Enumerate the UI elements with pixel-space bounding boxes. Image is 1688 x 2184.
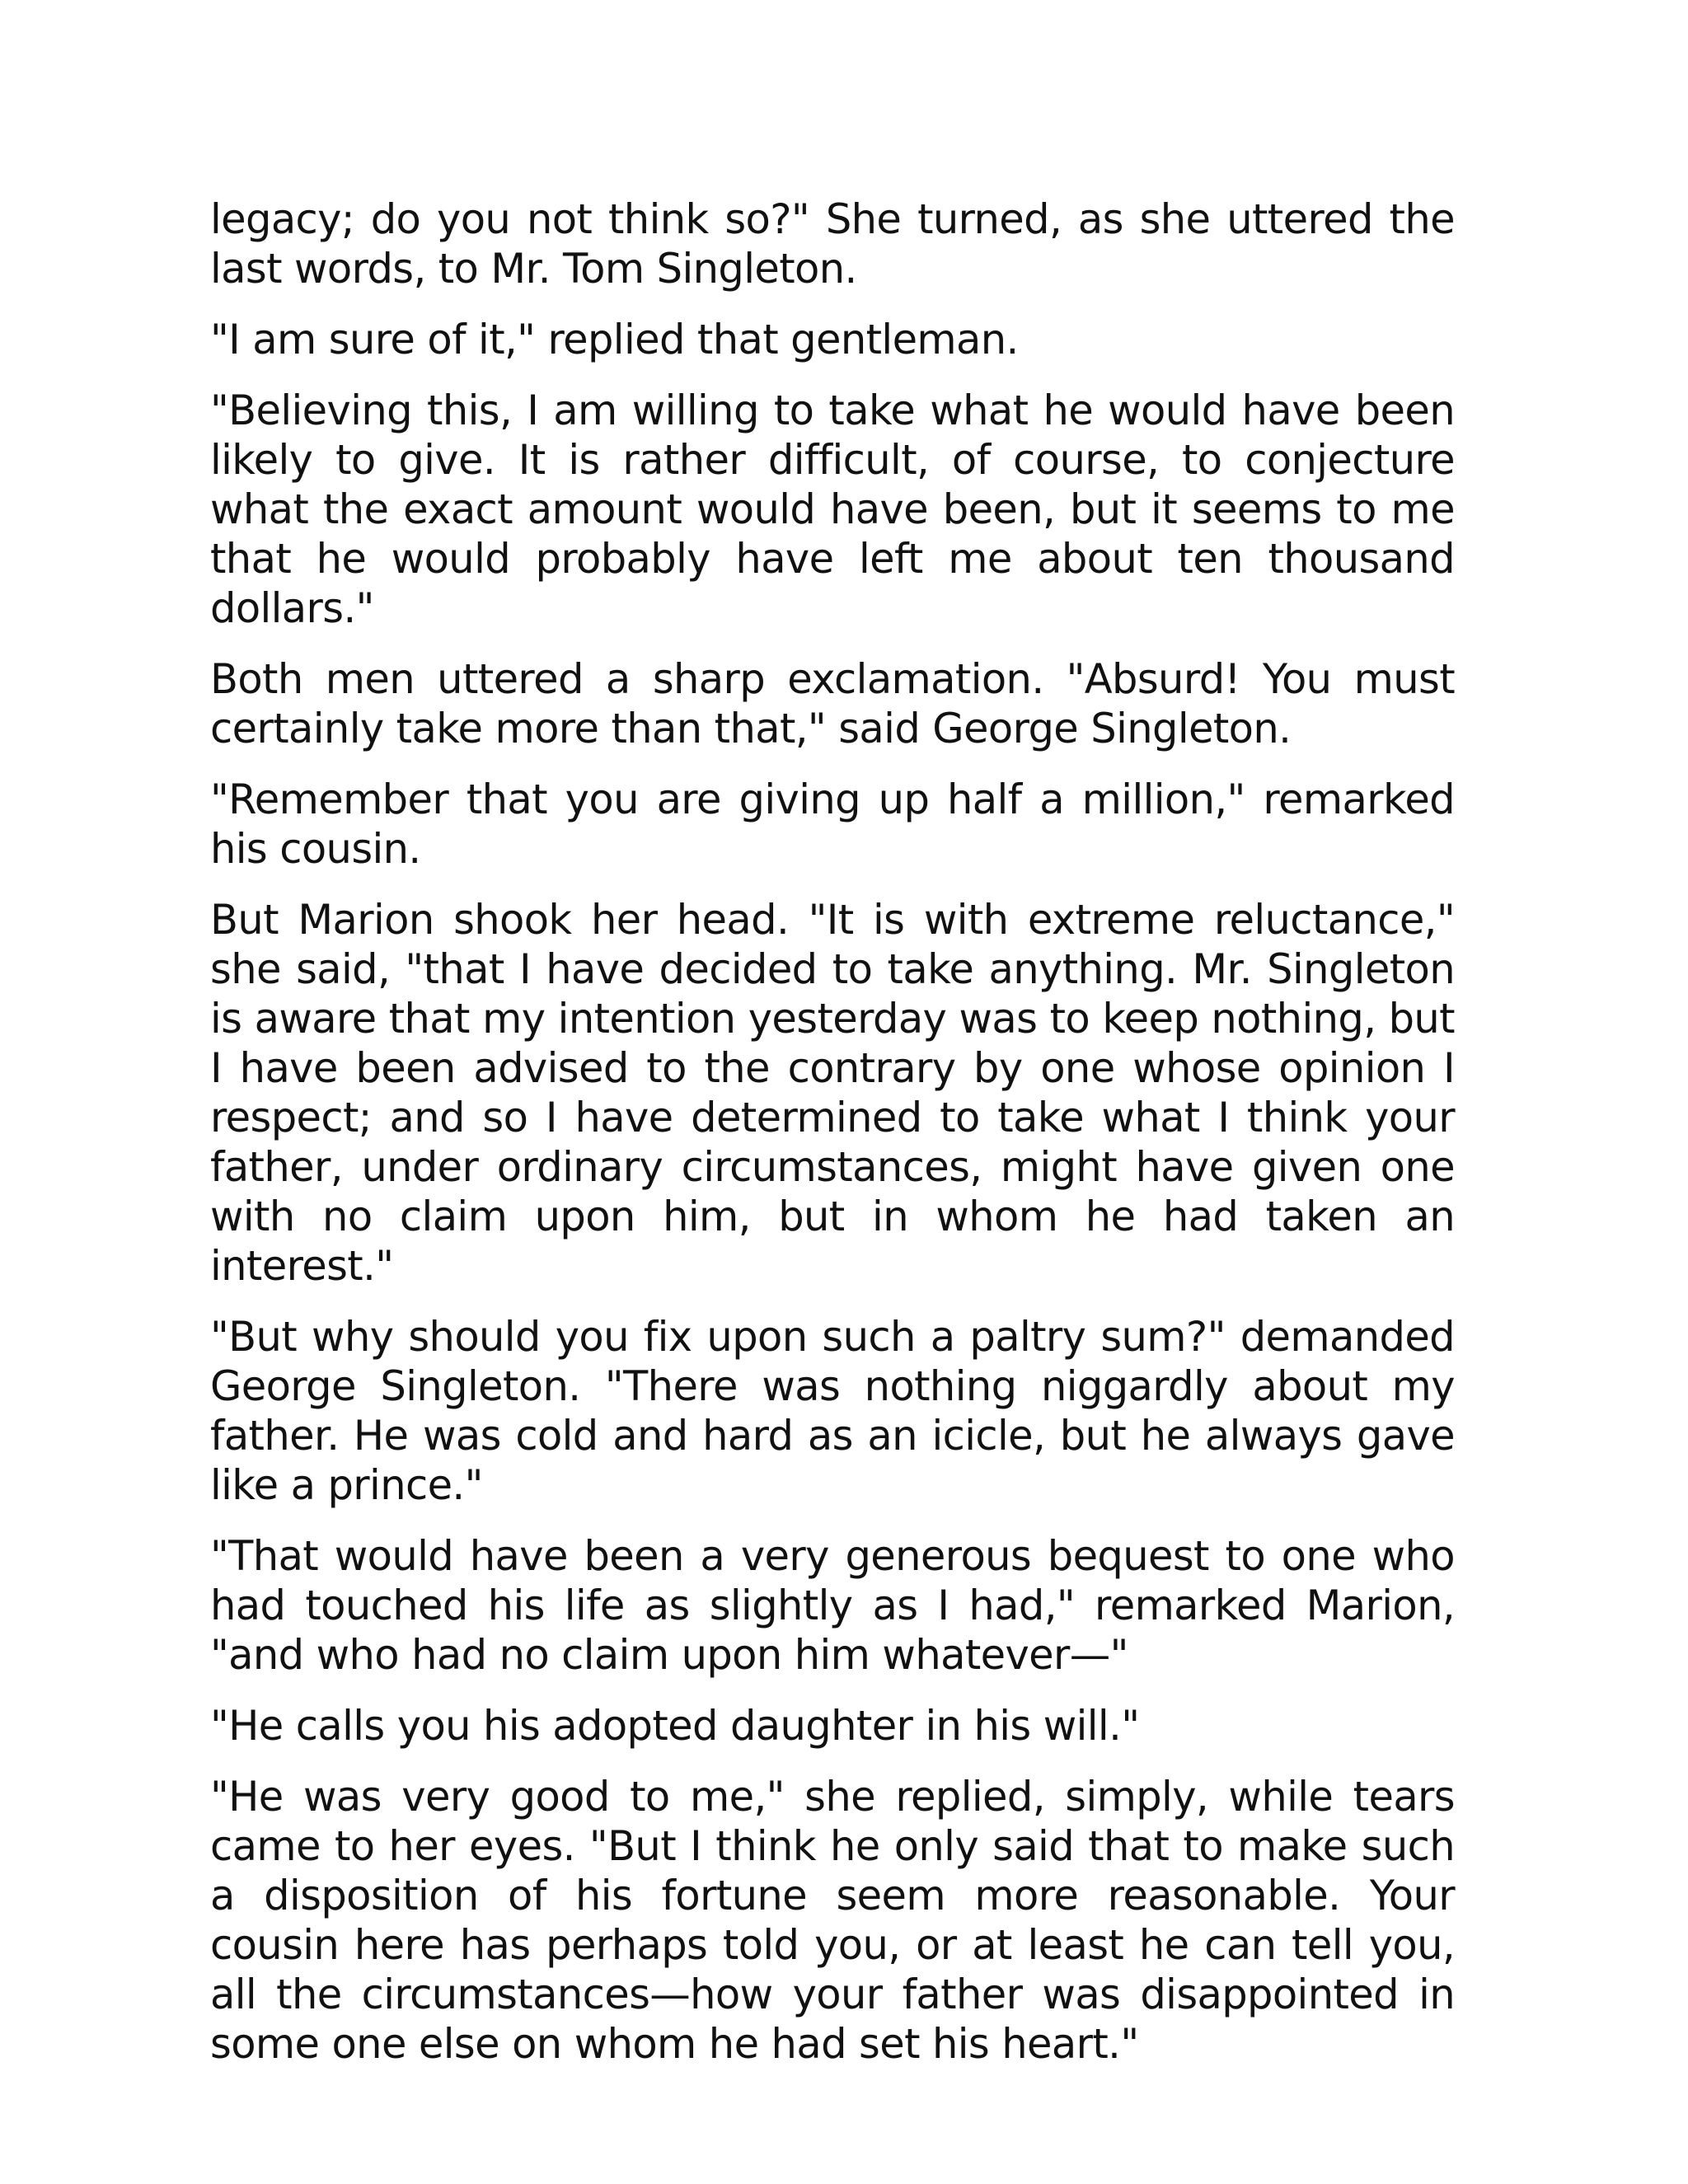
paragraph-4: Both men uttered a sharp exclamation. "Absurd! You must certainly take more than that," said George Singleton. <box>210 655 1455 752</box>
paragraph-1: legacy; do you not think so?" She turned, as she uttered the last words, to Mr. Tom Singleton. <box>210 195 1455 293</box>
paragraph-2: "I am sure of it," replied that gentleman. <box>210 316 1019 363</box>
paragraph-3: "Believing this, I am willing to take what he would have been likely to give. It is rather difficult, of course, to conjecture what the exact amount would have been, but it seems to me that he would probably have left me about ten thousand dollars." <box>210 387 1455 632</box>
paragraph-8: "That would have been a very generous bequest to one who had touched his life as slightly as I had," remarked Marion, "and who had no claim upon him whatever—" <box>210 1532 1455 1679</box>
paragraph-10: "He was very good to me," she replied, simply, while tears came to her eyes. "But I think he only said that to make such a disposition of his fortune seem more reasonable. Your cousin here has perhaps told you, or at least he can tell you, all the circumstances—how your father was disappointed in some one else on whom he had set his heart." <box>210 1773 1455 2068</box>
paragraph-6: But Marion shook her head. "It is with extreme reluctance," she said, "that I have decided to take anything. Mr. Singleton is aware that my intention yesterday was to keep nothing, but I have been advised to the contrary by one whose opinion I respect; and so I have determined to take what I think your father, under ordinary circumstances, might have given one with no claim upon him, but in whom he had taken an interest." <box>210 896 1455 1290</box>
paragraph-9: "He calls you his adopted daughter in his will." <box>210 1702 1140 1750</box>
paragraph-5: "Remember that you are giving up half a million," remarked his cousin. <box>210 776 1455 873</box>
book-page-text <box>210 194 1455 2090</box>
paragraph-7: "But why should you fix upon such a paltry sum?" demanded George Singleton. "There was nothing niggardly about my father. He was cold and hard as an icicle, but he always gave like a prince." <box>210 1313 1455 1509</box>
